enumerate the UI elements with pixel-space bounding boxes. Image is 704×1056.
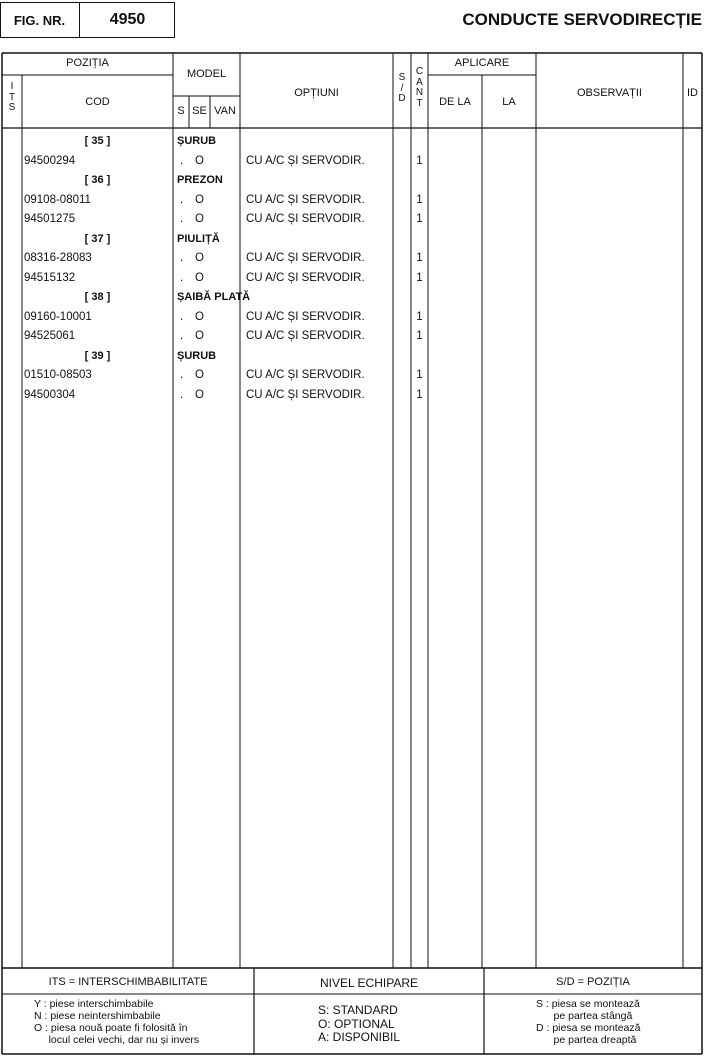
model-s-mark: . [180, 213, 184, 225]
position-number: [ 38 ] [84, 291, 111, 303]
header-cod: COD [85, 96, 110, 108]
model-se-mark: O [195, 213, 204, 225]
header-sd-s: S [398, 72, 406, 83]
model-s-mark: . [180, 193, 184, 206]
header-sd [393, 73, 411, 105]
model-se-mark: O [195, 369, 204, 381]
position-number: [ 39 ] [84, 349, 111, 362]
model-se-mark: O [195, 330, 204, 342]
footer-sd-legend [536, 998, 640, 1046]
option-text: CU A/C ȘI SERVODIR. [246, 388, 365, 401]
model-s-mark: . [180, 330, 184, 342]
legend-line: N : piese neintershimbabile [34, 1010, 161, 1022]
part-name: ȘURUB [177, 135, 217, 147]
header-cant [411, 67, 428, 109]
model-se-mark: O [195, 252, 204, 264]
part-code: 94515132 [24, 271, 76, 284]
part-code: 94501275 [24, 213, 76, 225]
header-id: ID [687, 87, 698, 99]
legend-line: Y : piese interschimbabile [34, 998, 154, 1010]
header-model-van: VAN [214, 105, 236, 117]
legend-line: A: DISPONIBIL [318, 1030, 401, 1044]
footer-its-legend [34, 998, 199, 1046]
position-number: [ 35 ] [84, 135, 111, 147]
position-number: [ 36 ] [84, 174, 111, 186]
model-se-mark: O [195, 388, 204, 401]
quantity: 1 [416, 154, 423, 167]
header-model-s: S [177, 105, 185, 117]
header-cant-t: T [416, 97, 423, 109]
option-text: CU A/C ȘI SERVODIR. [246, 369, 365, 381]
quantity: 1 [416, 213, 423, 225]
header-observatii: OBSERVAȚII [576, 87, 642, 99]
part-code: 09108-08011 [24, 193, 91, 206]
header-its-s: S [8, 102, 16, 113]
model-s-mark: . [180, 154, 184, 167]
header-model: MODEL [186, 68, 227, 80]
legend-line: locul celei vechi, dar nu și invers [34, 1034, 200, 1046]
part-code: 94500294 [24, 154, 76, 167]
header-its-i: I [10, 81, 14, 92]
legend-line: O : piesa nouă poate fi folosită în [34, 1022, 188, 1034]
option-text: CU A/C ȘI SERVODIR. [246, 193, 365, 206]
header-model-se: SE [192, 105, 207, 117]
header-sd-slash: / [400, 82, 404, 94]
part-code: 09160-10001 [24, 310, 92, 323]
legend-line: O: OPTIONAL [318, 1016, 395, 1031]
model-s-mark: . [180, 271, 184, 284]
part-name: ȘURUB [177, 349, 217, 362]
quantity: 1 [416, 330, 423, 342]
legend-line: pe partea dreaptă [536, 1034, 637, 1046]
quantity: 1 [416, 369, 423, 381]
model-s-mark: . [180, 369, 184, 381]
header-cant-c: C [415, 66, 424, 77]
model-se-mark: O [195, 271, 204, 284]
part-code: 08316-28083 [24, 252, 92, 264]
option-text: CU A/C ȘI SERVODIR. [246, 330, 365, 342]
footer-nivel-legend [318, 1004, 400, 1045]
legend-line: D : piesa se montează [536, 1022, 641, 1034]
legend-line: pe partea stângă [536, 1010, 633, 1022]
model-s-mark: . [180, 388, 184, 401]
legend-line: S: STANDARD [318, 1003, 398, 1017]
header-its [2, 82, 22, 114]
model-se-mark: O [195, 193, 204, 206]
part-name: PREZON [177, 174, 223, 186]
option-text: CU A/C ȘI SERVODIR. [246, 310, 365, 323]
part-name: ȘAIBĂ PLATĂ [177, 291, 251, 303]
option-text: CU A/C ȘI SERVODIR. [246, 252, 365, 264]
figure-number: 4950 [109, 11, 146, 28]
part-code: 94500304 [24, 388, 76, 401]
header-its-t: T [8, 91, 16, 103]
header-optiuni: OPȚIUNI [294, 87, 339, 99]
model-s-mark: . [180, 252, 184, 264]
header-cant-a: A [416, 76, 423, 88]
header-cant-n: N [415, 87, 424, 98]
header-pozitia: POZIȚIA [66, 57, 109, 69]
header-aplicare: APLICARE [454, 57, 510, 69]
model-se-mark: O [195, 154, 204, 167]
footer-nivel-title: NIVEL ECHIPARE [319, 976, 419, 990]
header-de-la: DE LA [439, 96, 471, 108]
quantity: 1 [416, 271, 423, 284]
option-text: CU A/C ȘI SERVODIR. [246, 271, 365, 284]
option-text: CU A/C ȘI SERVODIR. [246, 213, 365, 225]
position-number: [ 37 ] [84, 232, 111, 245]
part-name: PIULIȚĂ [177, 232, 220, 245]
quantity: 1 [416, 310, 423, 323]
figure-label: FIG. NR. [0, 2, 80, 38]
quantity: 1 [416, 388, 423, 401]
footer-its-title: ITS = INTERSCHIMBABILITATE [48, 976, 208, 988]
part-code: 94525061 [24, 330, 76, 342]
header-sd-d: D [398, 93, 406, 104]
page-title: CONDUCTE SERVODIRECȚIE [462, 10, 702, 29]
legend-line: S : piesa se montează [536, 998, 640, 1010]
footer-sd-title: S/D = POZIȚIA [556, 976, 630, 988]
model-s-mark: . [180, 310, 184, 323]
model-se-mark: O [195, 310, 204, 323]
quantity: 1 [416, 193, 423, 206]
part-code: 01510-08503 [24, 369, 92, 381]
option-text: CU A/C ȘI SERVODIR. [246, 154, 365, 167]
quantity: 1 [416, 252, 423, 264]
header-la: LA [502, 96, 516, 108]
